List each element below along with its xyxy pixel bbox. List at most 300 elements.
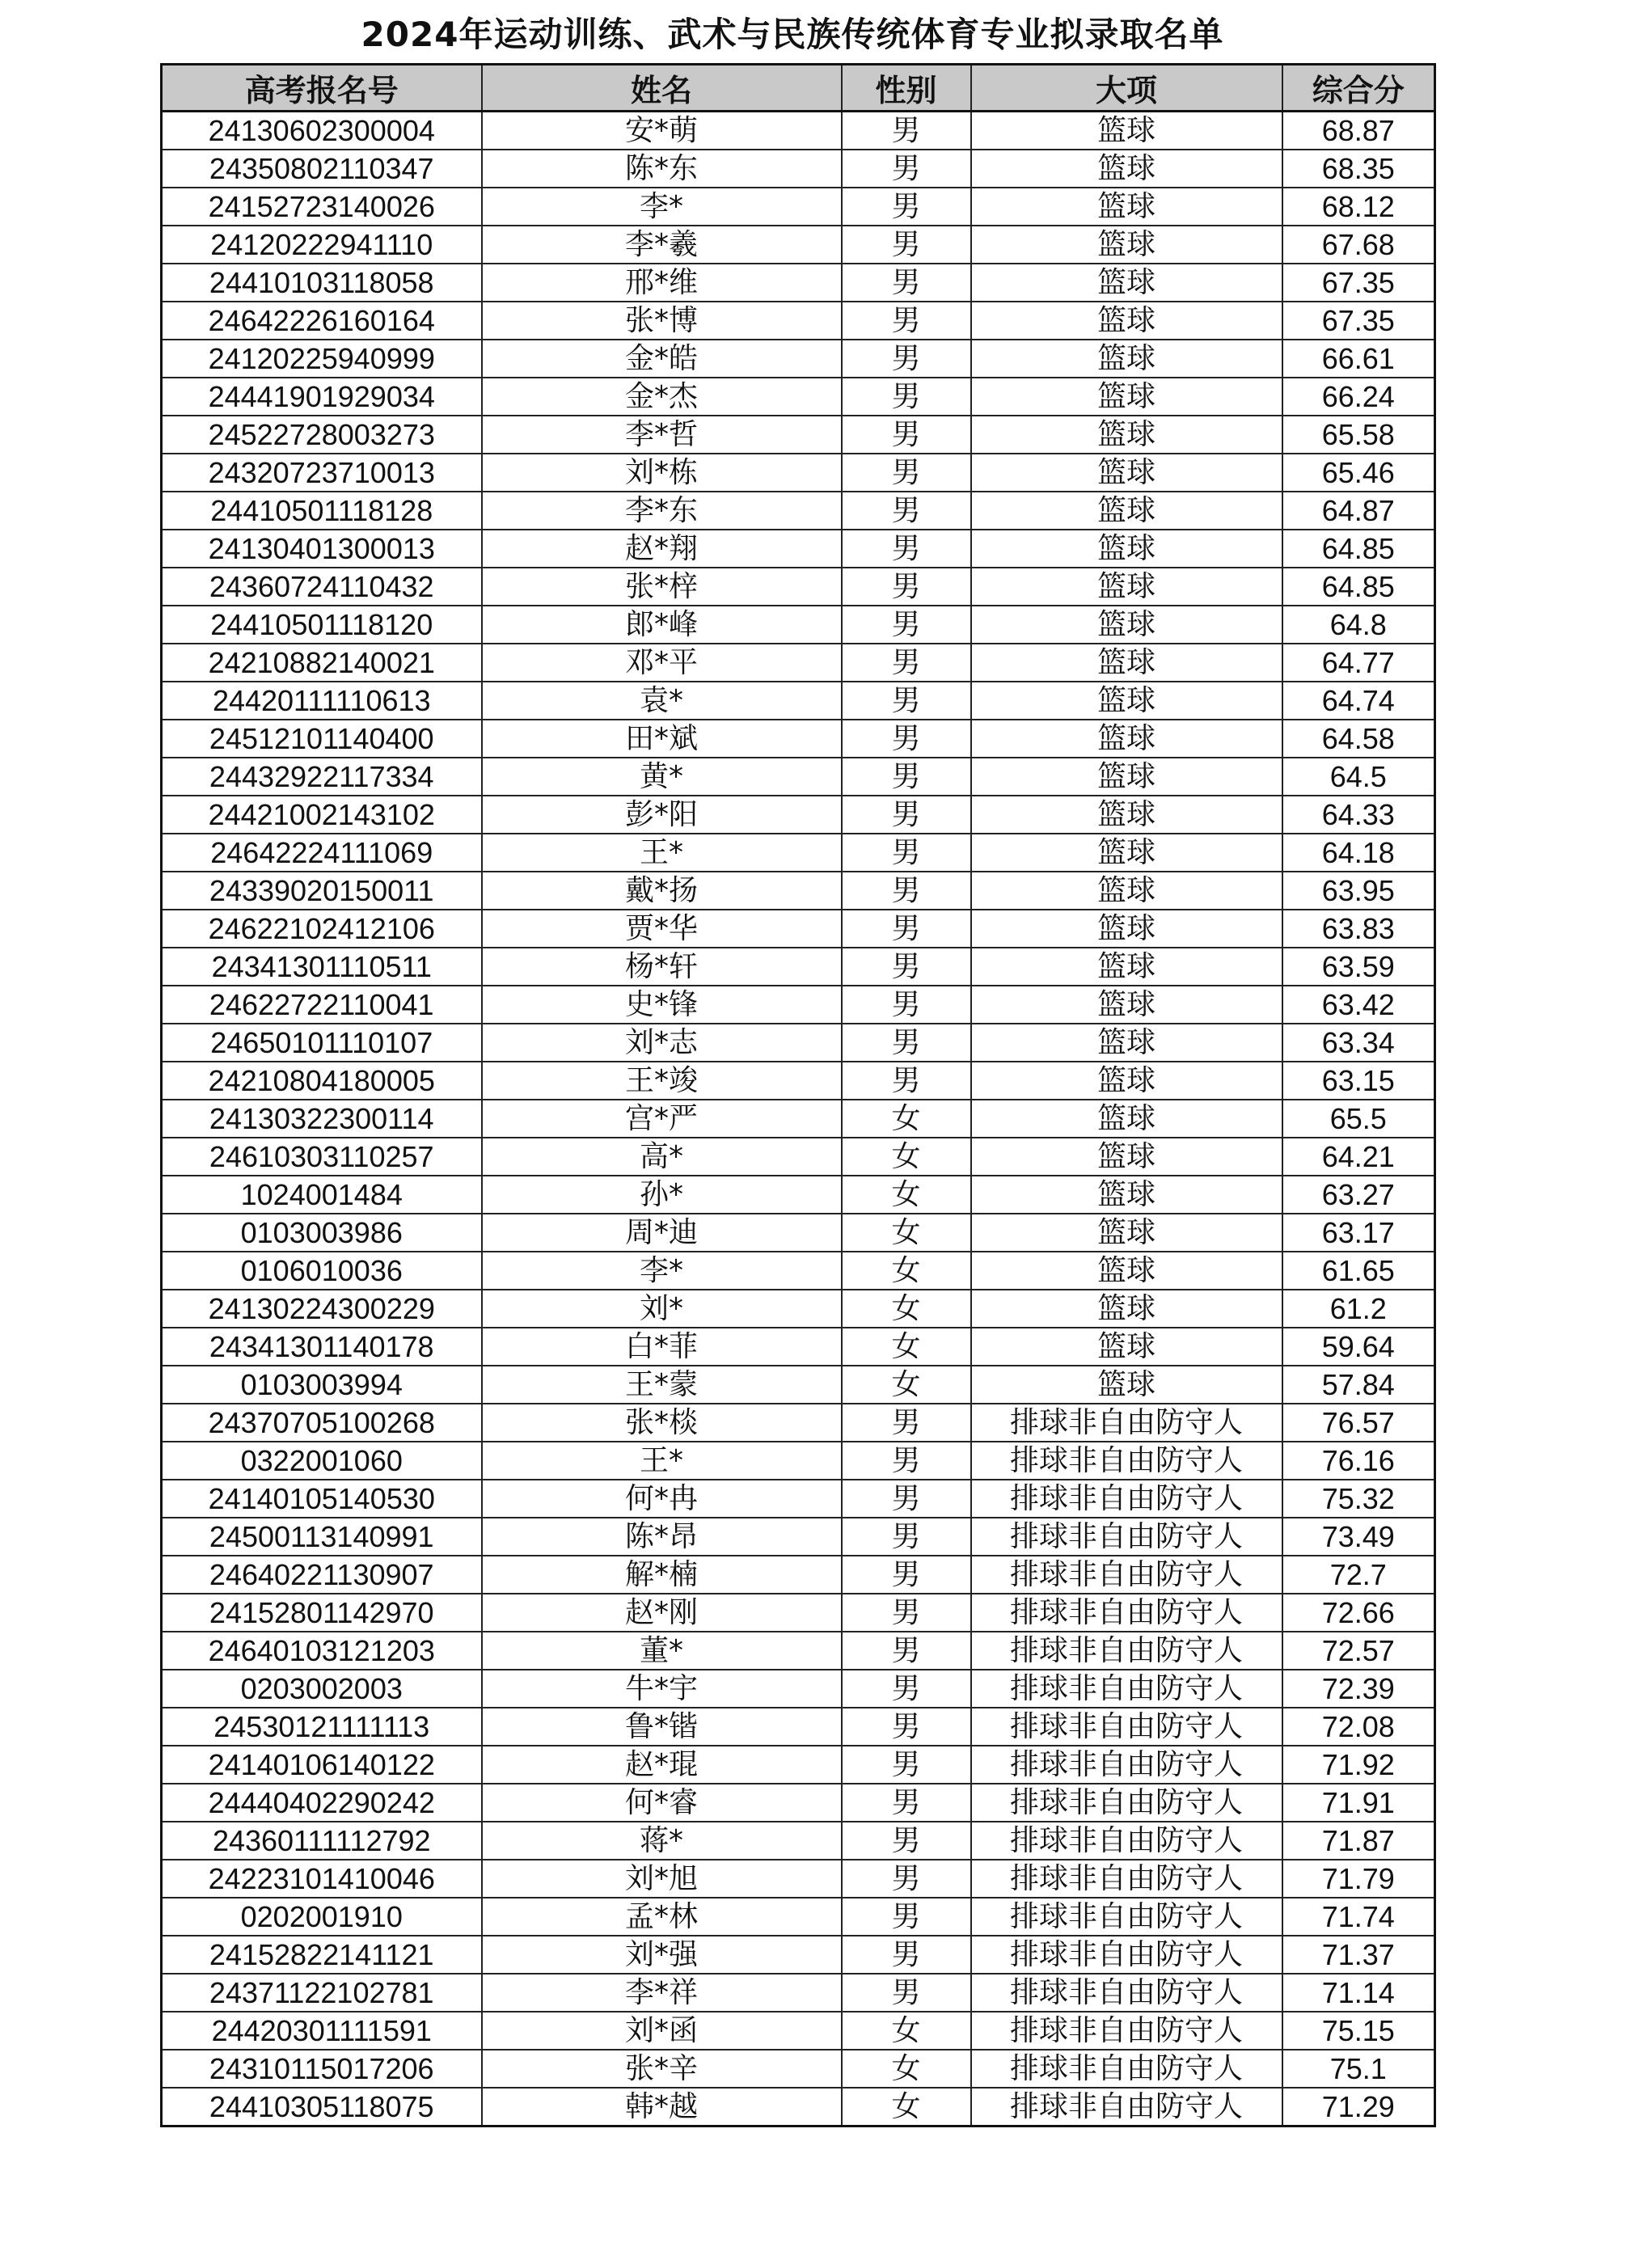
name-cell: 王* (482, 1442, 842, 1480)
sport-cell: 篮球 (971, 1100, 1282, 1138)
name-cell: 刘*函 (482, 2012, 842, 2050)
name-cell: 宫*严 (482, 1100, 842, 1138)
gender-cell: 男 (842, 340, 971, 378)
sport-cell: 篮球 (971, 644, 1282, 682)
table-row (162, 1974, 1435, 2012)
table-row (162, 644, 1435, 682)
gender-cell: 男 (842, 948, 971, 986)
name-cell: 高* (482, 1138, 842, 1176)
table-row (162, 1594, 1435, 1632)
exam-number-cell: 24530121111113 (162, 1708, 482, 1746)
gender-cell: 男 (842, 1404, 971, 1442)
gender-cell: 男 (842, 1632, 971, 1670)
sport-cell: 排球非自由防守人 (971, 1974, 1282, 2012)
name-cell: 张*棪 (482, 1404, 842, 1442)
table-row (162, 1100, 1435, 1138)
table-row (162, 1214, 1435, 1252)
score-cell: 71.29 (1282, 2088, 1435, 2127)
header-sport: 大项 (971, 65, 1282, 112)
table-row (162, 264, 1435, 302)
gender-cell: 女 (842, 2050, 971, 2088)
exam-number-cell: 24120225940999 (162, 340, 482, 378)
exam-number-cell: 24610303110257 (162, 1138, 482, 1176)
score-cell: 64.85 (1282, 568, 1435, 606)
table-row (162, 1328, 1435, 1366)
table-row (162, 530, 1435, 568)
exam-number-cell: 24642226160164 (162, 302, 482, 340)
exam-number-cell: 24410501118128 (162, 492, 482, 530)
table-row (162, 1024, 1435, 1062)
score-cell: 75.1 (1282, 2050, 1435, 2088)
name-cell: 金*皓 (482, 340, 842, 378)
score-cell: 67.68 (1282, 226, 1435, 264)
exam-number-cell: 0103003994 (162, 1366, 482, 1404)
exam-number-cell: 24339020150011 (162, 872, 482, 910)
sport-cell: 排球非自由防守人 (971, 1556, 1282, 1594)
table-row (162, 302, 1435, 340)
table-row (162, 986, 1435, 1024)
table-row (162, 1480, 1435, 1518)
score-cell: 68.35 (1282, 150, 1435, 188)
gender-cell: 男 (842, 454, 971, 492)
sport-cell: 排球非自由防守人 (971, 1670, 1282, 1708)
table-row (162, 2088, 1435, 2127)
score-cell: 64.85 (1282, 530, 1435, 568)
name-cell: 李*东 (482, 492, 842, 530)
name-cell: 金*杰 (482, 378, 842, 416)
sport-cell: 篮球 (971, 530, 1282, 568)
name-cell: 赵*翔 (482, 530, 842, 568)
sport-cell: 篮球 (971, 720, 1282, 758)
sport-cell: 篮球 (971, 606, 1282, 644)
name-cell: 刘*栋 (482, 454, 842, 492)
gender-cell: 男 (842, 1784, 971, 1822)
exam-number-cell: 0322001060 (162, 1442, 482, 1480)
table-row (162, 1290, 1435, 1328)
table-header-row (162, 65, 1435, 112)
table-row (162, 796, 1435, 834)
exam-number-cell: 24410501118120 (162, 606, 482, 644)
header-name: 姓名 (482, 65, 842, 112)
sport-cell: 排球非自由防守人 (971, 2012, 1282, 2050)
score-cell: 59.64 (1282, 1328, 1435, 1366)
sport-cell: 篮球 (971, 226, 1282, 264)
admission-list-table (160, 63, 1436, 2127)
score-cell: 63.17 (1282, 1214, 1435, 1252)
exam-number-cell: 24500113140991 (162, 1518, 482, 1556)
table-row (162, 454, 1435, 492)
score-cell: 63.95 (1282, 872, 1435, 910)
score-cell: 72.66 (1282, 1594, 1435, 1632)
table-row (162, 1746, 1435, 1784)
table-row (162, 1442, 1435, 1480)
name-cell: 李*哲 (482, 416, 842, 454)
exam-number-cell: 24410103118058 (162, 264, 482, 302)
exam-number-cell: 24320723710013 (162, 454, 482, 492)
name-cell: 白*菲 (482, 1328, 842, 1366)
table-row (162, 1518, 1435, 1556)
score-cell: 66.61 (1282, 340, 1435, 378)
score-cell: 64.33 (1282, 796, 1435, 834)
exam-number-cell: 24371122102781 (162, 1974, 482, 2012)
table-row (162, 112, 1435, 150)
name-cell: 周*迪 (482, 1214, 842, 1252)
name-cell: 李* (482, 1252, 842, 1290)
table-row (162, 872, 1435, 910)
sport-cell: 篮球 (971, 1024, 1282, 1062)
exam-number-cell: 24650101110107 (162, 1024, 482, 1062)
table-row (162, 1898, 1435, 1936)
gender-cell: 男 (842, 264, 971, 302)
table-row (162, 150, 1435, 188)
score-cell: 75.32 (1282, 1480, 1435, 1518)
exam-number-cell: 24350802110347 (162, 150, 482, 188)
gender-cell: 女 (842, 2012, 971, 2050)
score-cell: 71.87 (1282, 1822, 1435, 1860)
score-cell: 63.42 (1282, 986, 1435, 1024)
sport-cell: 篮球 (971, 1176, 1282, 1214)
gender-cell: 男 (842, 682, 971, 720)
gender-cell: 男 (842, 872, 971, 910)
exam-number-cell: 24522728003273 (162, 416, 482, 454)
name-cell: 李* (482, 188, 842, 226)
gender-cell: 男 (842, 1708, 971, 1746)
exam-number-cell: 24640221130907 (162, 1556, 482, 1594)
score-cell: 63.27 (1282, 1176, 1435, 1214)
exam-number-cell: 24440402290242 (162, 1784, 482, 1822)
name-cell: 何*冉 (482, 1480, 842, 1518)
name-cell: 戴*扬 (482, 872, 842, 910)
sport-cell: 排球非自由防守人 (971, 1404, 1282, 1442)
gender-cell: 男 (842, 1518, 971, 1556)
sport-cell: 篮球 (971, 796, 1282, 834)
sport-cell: 篮球 (971, 986, 1282, 1024)
name-cell: 赵*琨 (482, 1746, 842, 1784)
gender-cell: 男 (842, 1974, 971, 2012)
score-cell: 63.15 (1282, 1062, 1435, 1100)
sport-cell: 篮球 (971, 302, 1282, 340)
sport-cell: 排球非自由防守人 (971, 1746, 1282, 1784)
exam-number-cell: 24210882140021 (162, 644, 482, 682)
score-cell: 71.37 (1282, 1936, 1435, 1974)
exam-number-cell: 24432922117334 (162, 758, 482, 796)
exam-number-cell: 24370705100268 (162, 1404, 482, 1442)
table-row (162, 1252, 1435, 1290)
sport-cell: 篮球 (971, 492, 1282, 530)
name-cell: 王* (482, 834, 842, 872)
gender-cell: 男 (842, 1860, 971, 1898)
table-row (162, 1556, 1435, 1594)
name-cell: 解*楠 (482, 1556, 842, 1594)
gender-cell: 女 (842, 1100, 971, 1138)
score-cell: 63.83 (1282, 910, 1435, 948)
sport-cell: 篮球 (971, 264, 1282, 302)
score-cell: 72.39 (1282, 1670, 1435, 1708)
exam-number-cell: 24120222941110 (162, 226, 482, 264)
gender-cell: 男 (842, 986, 971, 1024)
sport-cell: 排球非自由防守人 (971, 1898, 1282, 1936)
sport-cell: 篮球 (971, 1252, 1282, 1290)
score-cell: 72.57 (1282, 1632, 1435, 1670)
gender-cell: 女 (842, 1366, 971, 1404)
name-cell: 陈*昂 (482, 1518, 842, 1556)
name-cell: 鲁*锴 (482, 1708, 842, 1746)
exam-number-cell: 24341301140178 (162, 1328, 482, 1366)
name-cell: 陈*东 (482, 150, 842, 188)
name-cell: 刘*强 (482, 1936, 842, 1974)
exam-number-cell: 24310115017206 (162, 2050, 482, 2088)
sport-cell: 篮球 (971, 150, 1282, 188)
sport-cell: 篮球 (971, 416, 1282, 454)
table-row (162, 188, 1435, 226)
gender-cell: 男 (842, 758, 971, 796)
exam-number-cell: 24512101140400 (162, 720, 482, 758)
gender-cell: 男 (842, 1822, 971, 1860)
exam-number-cell: 24622102412106 (162, 910, 482, 948)
name-cell: 史*锋 (482, 986, 842, 1024)
score-cell: 67.35 (1282, 264, 1435, 302)
gender-cell: 男 (842, 1556, 971, 1594)
name-cell: 何*睿 (482, 1784, 842, 1822)
score-cell: 71.91 (1282, 1784, 1435, 1822)
table-row (162, 1176, 1435, 1214)
exam-number-cell: 24410305118075 (162, 2088, 482, 2127)
table-row (162, 1822, 1435, 1860)
name-cell: 杨*轩 (482, 948, 842, 986)
score-cell: 64.5 (1282, 758, 1435, 796)
gender-cell: 女 (842, 1290, 971, 1328)
table-row (162, 1936, 1435, 1974)
table-row (162, 2050, 1435, 2088)
gender-cell: 男 (842, 1480, 971, 1518)
table-row (162, 1784, 1435, 1822)
score-cell: 75.15 (1282, 2012, 1435, 2050)
name-cell: 袁* (482, 682, 842, 720)
score-cell: 71.92 (1282, 1746, 1435, 1784)
exam-number-cell: 24210804180005 (162, 1062, 482, 1100)
gender-cell: 男 (842, 1936, 971, 1974)
table-row (162, 1632, 1435, 1670)
score-cell: 66.24 (1282, 378, 1435, 416)
gender-cell: 男 (842, 606, 971, 644)
name-cell: 邓*平 (482, 644, 842, 682)
gender-cell: 男 (842, 530, 971, 568)
score-cell: 64.18 (1282, 834, 1435, 872)
table-row (162, 492, 1435, 530)
gender-cell: 男 (842, 910, 971, 948)
table-row (162, 910, 1435, 948)
score-cell: 65.5 (1282, 1100, 1435, 1138)
gender-cell: 男 (842, 226, 971, 264)
gender-cell: 男 (842, 834, 971, 872)
sport-cell: 篮球 (971, 568, 1282, 606)
sport-cell: 排球非自由防守人 (971, 1860, 1282, 1898)
table-row (162, 682, 1435, 720)
score-cell: 68.12 (1282, 188, 1435, 226)
name-cell: 郎*峰 (482, 606, 842, 644)
sport-cell: 篮球 (971, 1214, 1282, 1252)
score-cell: 64.21 (1282, 1138, 1435, 1176)
gender-cell: 男 (842, 188, 971, 226)
header-score: 综合分 (1282, 65, 1435, 112)
name-cell: 张*辛 (482, 2050, 842, 2088)
header-gender: 性别 (842, 65, 971, 112)
name-cell: 蒋* (482, 1822, 842, 1860)
exam-number-cell: 24152723140026 (162, 188, 482, 226)
table-row (162, 378, 1435, 416)
table-row (162, 568, 1435, 606)
gender-cell: 男 (842, 720, 971, 758)
name-cell: 董* (482, 1632, 842, 1670)
gender-cell: 女 (842, 1252, 971, 1290)
exam-number-cell: 24441901929034 (162, 378, 482, 416)
exam-number-cell: 24140106140122 (162, 1746, 482, 1784)
score-cell: 64.77 (1282, 644, 1435, 682)
name-cell: 孙* (482, 1176, 842, 1214)
sport-cell: 篮球 (971, 1328, 1282, 1366)
gender-cell: 男 (842, 302, 971, 340)
name-cell: 刘* (482, 1290, 842, 1328)
gender-cell: 男 (842, 378, 971, 416)
score-cell: 76.16 (1282, 1442, 1435, 1480)
document-title: 2024年运动训练、武术与民族传统体育专业拟录取名单 (361, 15, 1224, 54)
gender-cell: 男 (842, 492, 971, 530)
name-cell: 牛*宇 (482, 1670, 842, 1708)
table-row (162, 758, 1435, 796)
exam-number-cell: 24622722110041 (162, 986, 482, 1024)
name-cell: 安*萌 (482, 112, 842, 150)
exam-number-cell: 0103003986 (162, 1214, 482, 1252)
name-cell: 李*羲 (482, 226, 842, 264)
table-row (162, 226, 1435, 264)
table-row (162, 1670, 1435, 1708)
exam-number-cell: 24360724110432 (162, 568, 482, 606)
table-row (162, 948, 1435, 986)
gender-cell: 男 (842, 112, 971, 150)
exam-number-cell: 0202001910 (162, 1898, 482, 1936)
exam-number-cell: 24223101410046 (162, 1860, 482, 1898)
sport-cell: 篮球 (971, 872, 1282, 910)
score-cell: 71.74 (1282, 1898, 1435, 1936)
sport-cell: 排球非自由防守人 (971, 1594, 1282, 1632)
sport-cell: 篮球 (971, 1138, 1282, 1176)
score-cell: 76.57 (1282, 1404, 1435, 1442)
sport-cell: 篮球 (971, 834, 1282, 872)
gender-cell: 女 (842, 1214, 971, 1252)
sport-cell: 篮球 (971, 682, 1282, 720)
sport-cell: 篮球 (971, 1062, 1282, 1100)
table-row (162, 1366, 1435, 1404)
exam-number-cell: 24640103121203 (162, 1632, 482, 1670)
score-cell: 63.59 (1282, 948, 1435, 986)
name-cell: 田*斌 (482, 720, 842, 758)
gender-cell: 男 (842, 1442, 971, 1480)
score-cell: 72.7 (1282, 1556, 1435, 1594)
sport-cell: 篮球 (971, 1290, 1282, 1328)
exam-number-cell: 24420111110613 (162, 682, 482, 720)
score-cell: 68.87 (1282, 112, 1435, 150)
exam-number-cell: 24360111112792 (162, 1822, 482, 1860)
exam-number-cell: 24152822141121 (162, 1936, 482, 1974)
sport-cell: 排球非自由防守人 (971, 2088, 1282, 2127)
name-cell: 王*竣 (482, 1062, 842, 1100)
table-row (162, 606, 1435, 644)
score-cell: 64.87 (1282, 492, 1435, 530)
exam-number-cell: 24130322300114 (162, 1100, 482, 1138)
exam-number-cell: 0203002003 (162, 1670, 482, 1708)
score-cell: 67.35 (1282, 302, 1435, 340)
sport-cell: 排球非自由防守人 (971, 1784, 1282, 1822)
sport-cell: 篮球 (971, 378, 1282, 416)
exam-number-cell: 24130224300229 (162, 1290, 482, 1328)
exam-number-cell: 24130401300013 (162, 530, 482, 568)
score-cell: 65.46 (1282, 454, 1435, 492)
score-cell: 72.08 (1282, 1708, 1435, 1746)
exam-number-cell: 24420301111591 (162, 2012, 482, 2050)
table-row (162, 720, 1435, 758)
table-row (162, 1708, 1435, 1746)
gender-cell: 男 (842, 1670, 971, 1708)
name-cell: 王*蒙 (482, 1366, 842, 1404)
table-row (162, 1062, 1435, 1100)
table-row (162, 834, 1435, 872)
sport-cell: 篮球 (971, 340, 1282, 378)
name-cell: 刘*志 (482, 1024, 842, 1062)
gender-cell: 男 (842, 416, 971, 454)
sport-cell: 排球非自由防守人 (971, 1708, 1282, 1746)
gender-cell: 女 (842, 1176, 971, 1214)
sport-cell: 排球非自由防守人 (971, 1936, 1282, 1974)
name-cell: 彭*阳 (482, 796, 842, 834)
gender-cell: 男 (842, 796, 971, 834)
score-cell: 57.84 (1282, 1366, 1435, 1404)
header-exam-number: 高考报名号 (162, 65, 482, 112)
sport-cell: 排球非自由防守人 (971, 1632, 1282, 1670)
gender-cell: 男 (842, 1594, 971, 1632)
sport-cell: 篮球 (971, 454, 1282, 492)
name-cell: 邢*维 (482, 264, 842, 302)
name-cell: 黄* (482, 758, 842, 796)
score-cell: 71.14 (1282, 1974, 1435, 2012)
sport-cell: 篮球 (971, 1366, 1282, 1404)
gender-cell: 女 (842, 2088, 971, 2127)
score-cell: 61.2 (1282, 1290, 1435, 1328)
exam-number-cell: 24421002143102 (162, 796, 482, 834)
table-row (162, 416, 1435, 454)
gender-cell: 男 (842, 150, 971, 188)
table-row (162, 1138, 1435, 1176)
exam-number-cell: 1024001484 (162, 1176, 482, 1214)
name-cell: 刘*旭 (482, 1860, 842, 1898)
table-body (162, 112, 1435, 2127)
name-cell: 韩*越 (482, 2088, 842, 2127)
gender-cell: 男 (842, 568, 971, 606)
sport-cell: 排球非自由防守人 (971, 1442, 1282, 1480)
score-cell: 63.34 (1282, 1024, 1435, 1062)
gender-cell: 男 (842, 1746, 971, 1784)
sport-cell: 排球非自由防守人 (971, 2050, 1282, 2088)
exam-number-cell: 24642224111069 (162, 834, 482, 872)
name-cell: 贾*华 (482, 910, 842, 948)
table-row (162, 1860, 1435, 1898)
gender-cell: 男 (842, 1024, 971, 1062)
sport-cell: 排球非自由防守人 (971, 1822, 1282, 1860)
gender-cell: 女 (842, 1138, 971, 1176)
name-cell: 赵*刚 (482, 1594, 842, 1632)
name-cell: 张*博 (482, 302, 842, 340)
sport-cell: 排球非自由防守人 (971, 1518, 1282, 1556)
score-cell: 61.65 (1282, 1252, 1435, 1290)
